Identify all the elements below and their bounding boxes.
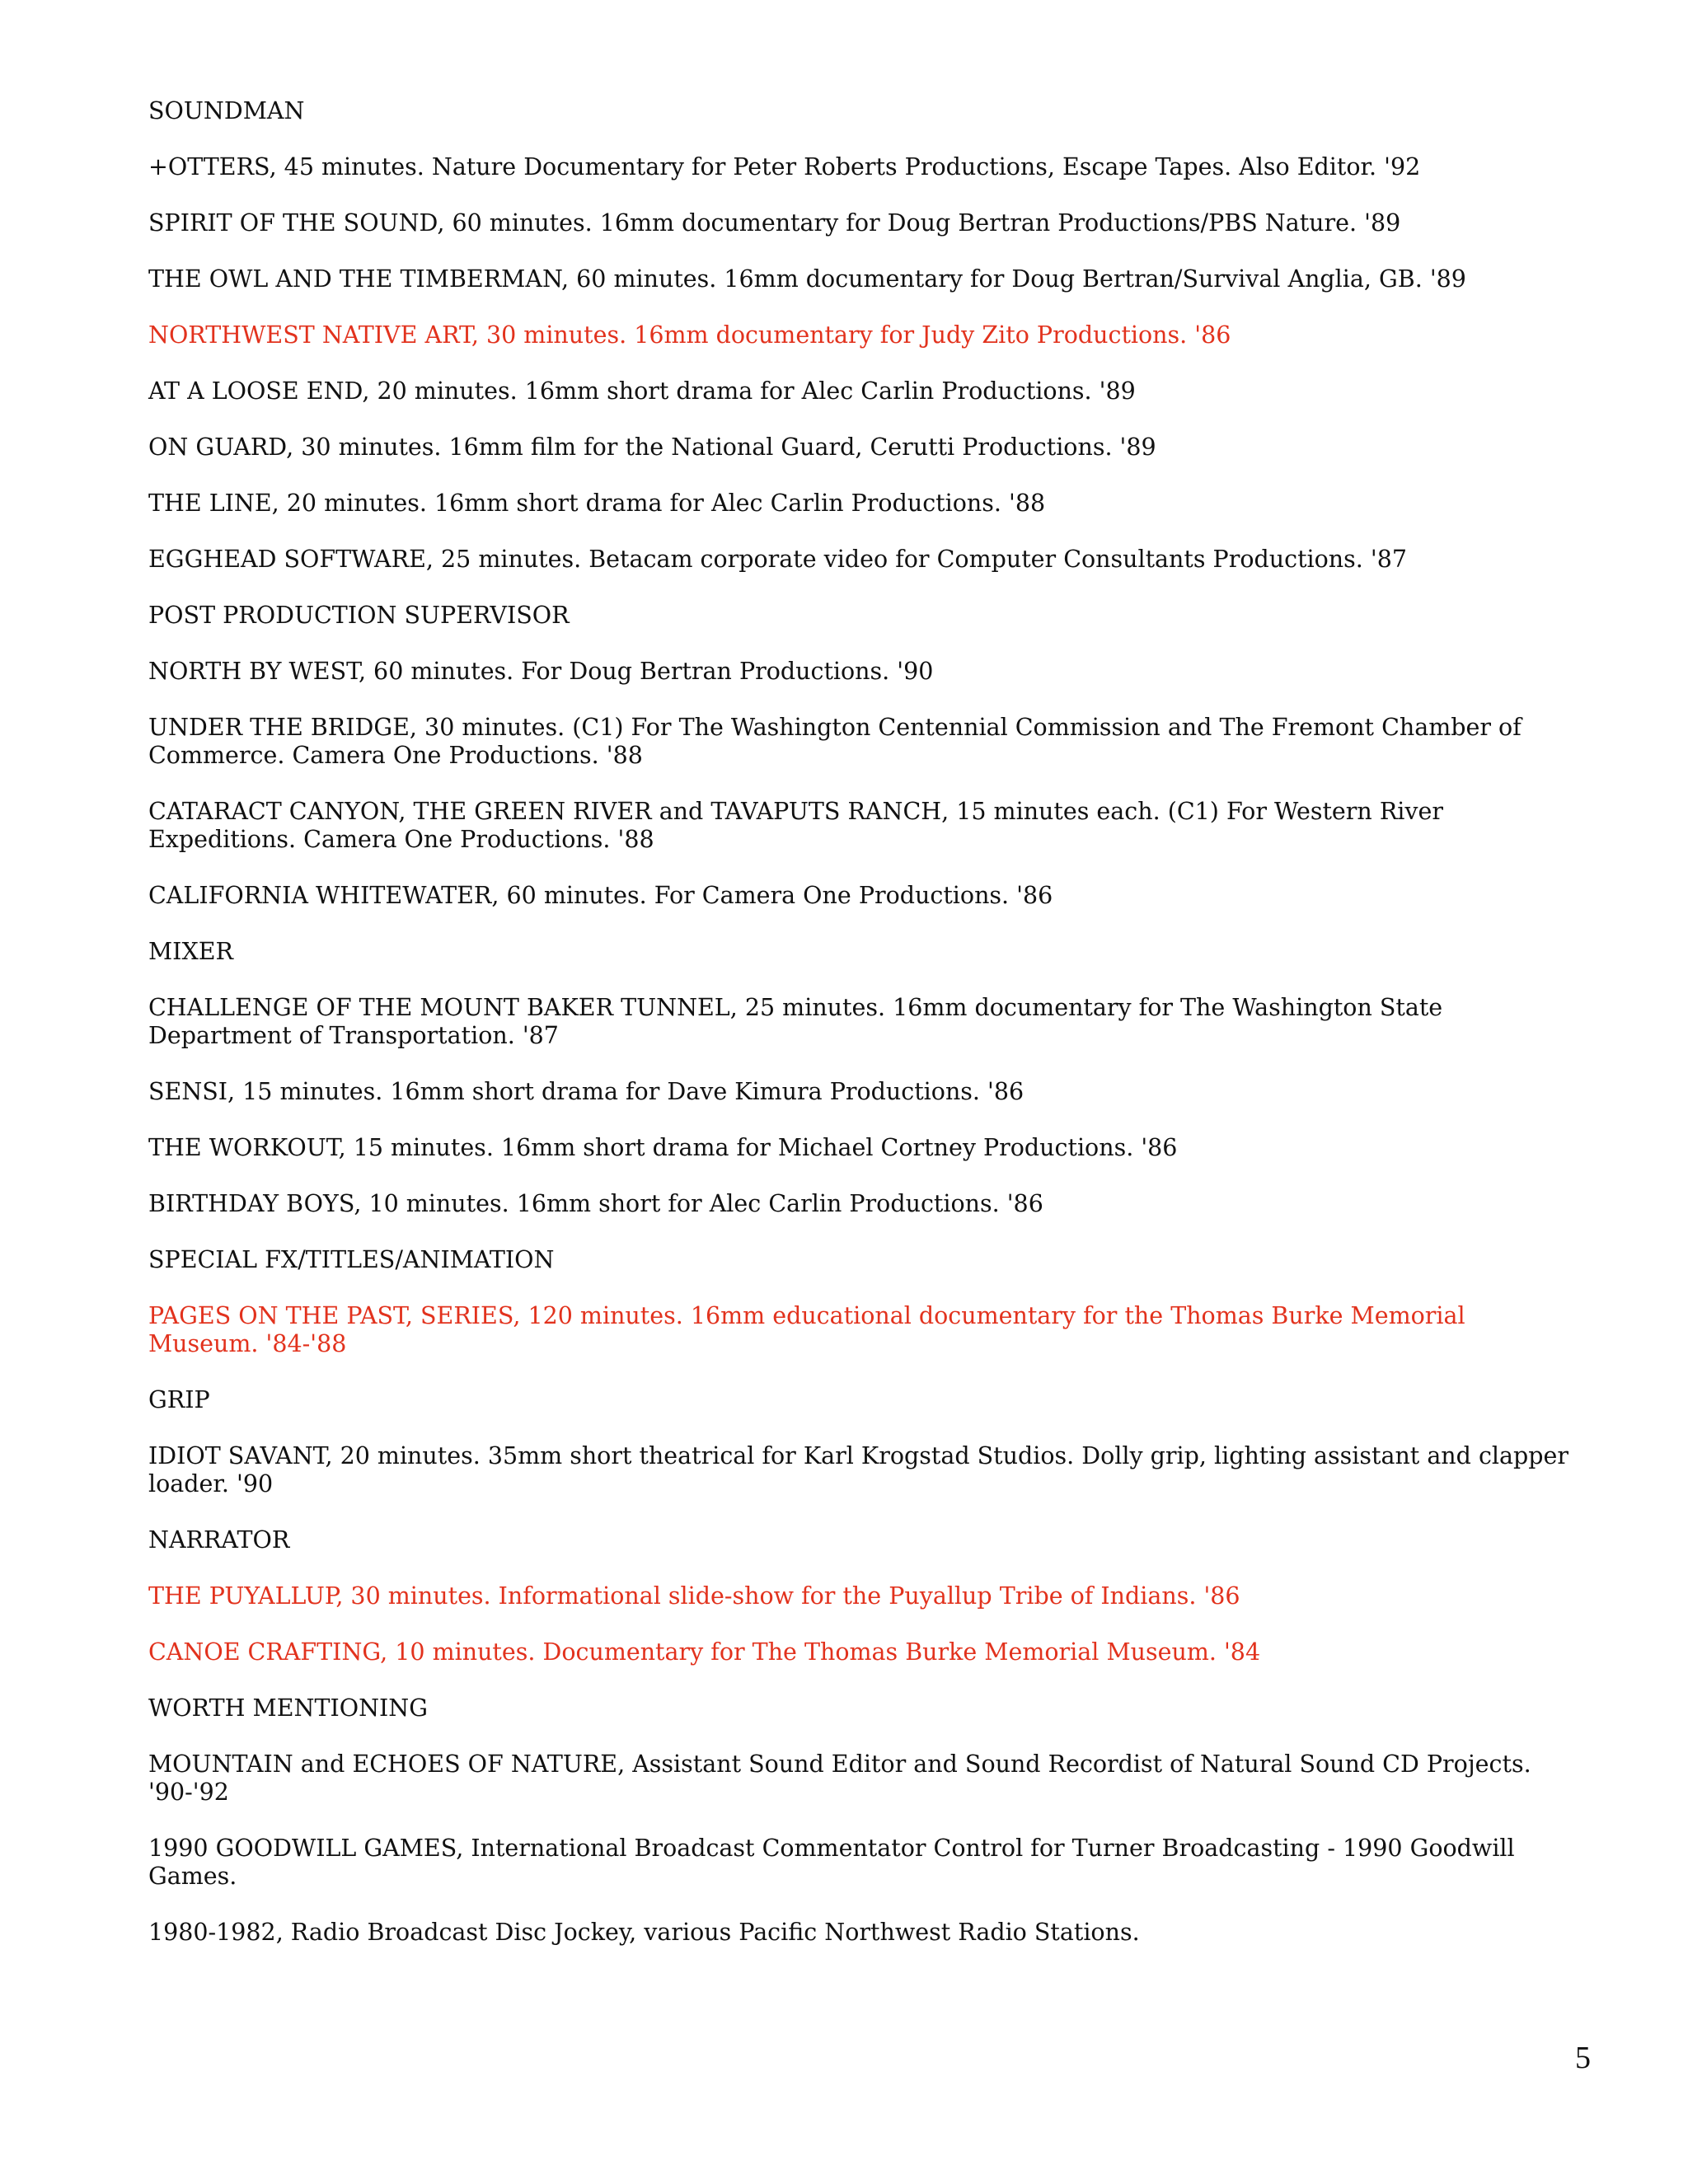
highlighted-credit-entry: THE PUYALLUP, 30 minutes. Informational slide-show for the Puyallup Tribe of Indians. '86 bbox=[148, 1582, 1240, 1610]
credit-entry: UNDER THE BRIDGE, 30 minutes. (C1) For The Washington Centennial Commission and The Fremont Chamber of Commerce. Camera One Productions. '88 bbox=[148, 714, 1522, 769]
credit-entry: IDIOT SAVANT, 20 minutes. 35mm short theatrical for Karl Krogstad Studios. Dolly grip, lighting assistant and clapper loader. '90 bbox=[148, 1442, 1569, 1497]
section-heading: NARRATOR bbox=[148, 1526, 290, 1554]
section-heading: SOUNDMAN bbox=[148, 97, 305, 124]
highlighted-credit-entry: NORTHWEST NATIVE ART, 30 minutes. 16mm documentary for Judy Zito Productions. '86 bbox=[148, 321, 1231, 349]
highlighted-credit-entry: PAGES ON THE PAST, SERIES, 120 minutes. 16mm educational documentary for the Thomas Burke Memorial Museum. '84-'88 bbox=[148, 1302, 1465, 1357]
section-heading: MIXER bbox=[148, 938, 233, 965]
credit-entry: SENSI, 15 minutes. 16mm short drama for Dave Kimura Productions. '86 bbox=[148, 1078, 1025, 1105]
credit-entry: AT A LOOSE END, 20 minutes. 16mm short drama for Alec Carlin Productions. '89 bbox=[148, 377, 1136, 405]
credit-entry: CALIFORNIA WHITEWATER, 60 minutes. For Camera One Productions. '86 bbox=[148, 882, 1053, 909]
credits-list bbox=[148, 97, 1582, 1975]
credit-entry: THE WORKOUT, 15 minutes. 16mm short drama for Michael Cortney Productions. '86 bbox=[148, 1134, 1178, 1161]
credit-entry: THE OWL AND THE TIMBERMAN, 60 minutes. 16mm documentary for Doug Bertran/Survival Anglia, GB. '89 bbox=[148, 265, 1466, 293]
credit-entry: 1980-1982, Radio Broadcast Disc Jockey, various Pacific Northwest Radio Stations. bbox=[148, 1919, 1140, 1946]
credit-entry: 1990 GOODWILL GAMES, International Broadcast Commentator Control for Turner Broadcasting - 1990 Goodwill Games. bbox=[148, 1835, 1515, 1890]
credit-entry: CHALLENGE OF THE MOUNT BAKER TUNNEL, 25 minutes. 16mm documentary for The Washington State Department of Transportation. '87 bbox=[148, 994, 1443, 1049]
credit-entry: THE LINE, 20 minutes. 16mm short drama for Alec Carlin Productions. '88 bbox=[148, 490, 1046, 517]
section-heading: WORTH MENTIONING bbox=[148, 1694, 428, 1722]
credit-entry: +OTTERS, 45 minutes. Nature Documentary for Peter Roberts Productions, Escape Tapes. Also Editor. '92 bbox=[148, 153, 1421, 180]
credit-entry: NORTH BY WEST, 60 minutes. For Doug Bertran Productions. '90 bbox=[148, 658, 934, 685]
highlighted-credit-entry: CANOE CRAFTING, 10 minutes. Documentary for The Thomas Burke Memorial Museum. '84 bbox=[148, 1638, 1261, 1666]
page-number: 5 bbox=[1575, 2041, 1591, 2075]
credit-entry: MOUNTAIN and ECHOES OF NATURE, Assistant Sound Editor and Sound Recordist of Natural Sound CD Projects. '90-'92 bbox=[148, 1750, 1531, 1806]
credit-entry: EGGHEAD SOFTWARE, 25 minutes. Betacam corporate video for Computer Consultants Productions. '87 bbox=[148, 546, 1407, 573]
credit-entry: SPIRIT OF THE SOUND, 60 minutes. 16mm documentary for Doug Bertran Productions/PBS Nature. '89 bbox=[148, 209, 1401, 237]
section-heading: POST PRODUCTION SUPERVISOR bbox=[148, 602, 570, 629]
credit-entry: ON GUARD, 30 minutes. 16mm film for the National Guard, Cerutti Productions. '89 bbox=[148, 434, 1156, 461]
credit-entry: BIRTHDAY BOYS, 10 minutes. 16mm short for Alec Carlin Productions. '86 bbox=[148, 1190, 1043, 1217]
section-heading: SPECIAL FX/TITLES/ANIMATION bbox=[148, 1246, 555, 1273]
section-heading: GRIP bbox=[148, 1386, 210, 1413]
credit-entry: CATARACT CANYON, THE GREEN RIVER and TAVAPUTS RANCH, 15 minutes each. (C1) For Western River Expeditions. Camera One Productions. '88 bbox=[148, 798, 1443, 853]
